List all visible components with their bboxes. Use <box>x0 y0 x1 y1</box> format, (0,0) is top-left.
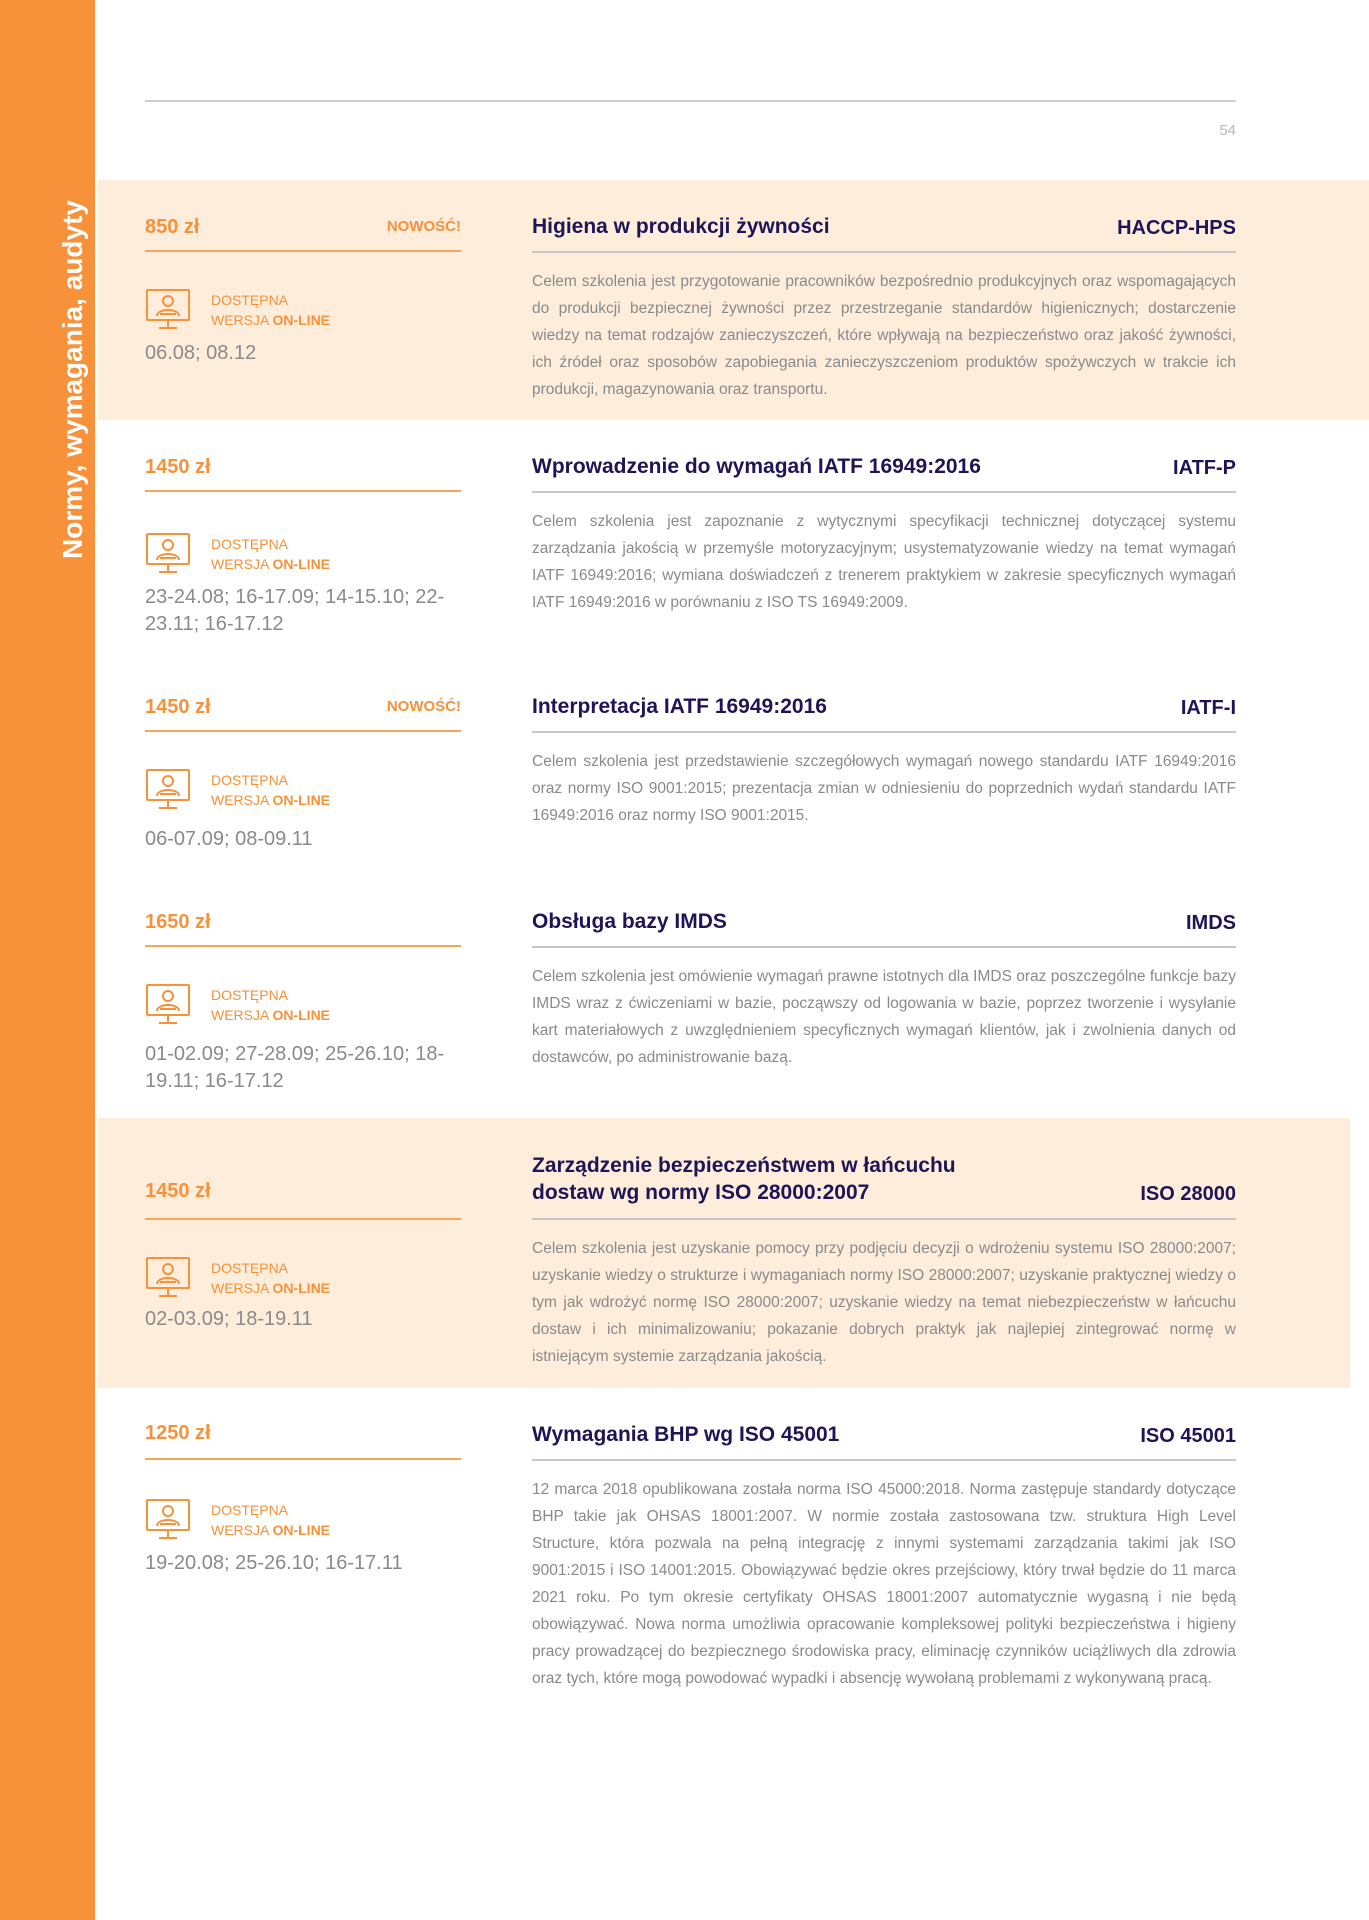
course-price: 1250 zł <box>145 1422 211 1444</box>
online-label-line1: DOSTĘPNA <box>211 1260 289 1276</box>
sidebar-title: Normy, wymagania, audyty <box>57 200 88 559</box>
course-description: 12 marca 2018 opublikowana została norma ISO 45000:2018. Norma zastępuje standardy dotyczące BHP takie jak OHSAS 18001:2007. W normie została zastosowana tzw. struktura High Level Structure, która pozwala na pełną integrację z innymi systemami zarządzania takimi jak ISO 9001:2015 i ISO 14001:2015. Obowiązywać będzie okres przejściowy, który trwał będzie do 11 marca 2021 roku. Po tym okresie certyfikaty OHSAS 18001:2007 automatycznie wygasną i nie będą obowiązywać. Nowa norma umożliwia opracowanie kompleksowej polityki bezpieczeństwa i higieny pracy prowadzącej do bezpiecznego środowiska pracy, eliminację czynników uciążliwych dla zdrowia oraz tych, które mogą powodować wypadki i absencję wywołaną problemami z wykonywaną pracą. <box>532 1481 1236 1687</box>
computer-user-icon <box>145 768 191 810</box>
price-divider <box>145 945 461 947</box>
online-label-line2: WERSJA ON-LINE <box>211 312 331 328</box>
online-label-line1: DOSTĘPNA <box>211 1502 289 1518</box>
course-title: Obsługa bazy IMDS <box>532 910 727 933</box>
online-label-line2: WERSJA ON-LINE <box>211 556 331 572</box>
title-divider <box>532 1218 1236 1220</box>
course-dates: 06-07.09; 08-09.11 <box>145 828 313 850</box>
course-code: ISO 28000 <box>1140 1183 1236 1205</box>
course-dates: 02-03.09; 18-19.11 <box>145 1308 313 1330</box>
course-price: 850 zł <box>145 216 200 238</box>
course-code: IATF-I <box>1180 697 1236 719</box>
online-label-line1: DOSTĘPNA <box>211 536 289 552</box>
new-badge: NOWOŚĆ! <box>386 698 461 715</box>
course-description: Celem szkolenia jest przygotowanie pracowników bezpośrednio produkcyjnych oraz wspomagających do produkcji bezpiecznej żywności przez przestrzeganie standardów higienicznych; dostarczenie wiedzy na temat rodzajów zanieczyszczeń, które wpływają na bezpieczeństwo oraz jakość żywności, ich źródeł oraz sposobów zapobiegania zanieczyszczeniom produktów spożywczych w trakcie ich produkcji, magazynowania oraz transportu. <box>532 273 1236 398</box>
sidebar <box>0 0 95 1920</box>
title-divider <box>532 731 1236 733</box>
computer-user-icon <box>145 532 191 574</box>
online-label-line2: WERSJA ON-LINE <box>211 1007 331 1023</box>
course-description: Celem szkolenia jest uzyskanie pomocy przy podjęciu decyzji o wdrożeniu systemu ISO 28000:2007; uzyskanie wiedzy o strukturze i wymaganiach normy ISO 28000:2007; uzyskanie praktycznej wiedzy o tym jak wdrożyć normę ISO 28000:2007; uzyskanie wiedzy na temat niebezpieczeństw w łańcuchu dostaw i ich minimalizowaniu; pokazanie dobrych praktyk jak najlepiej zintegrować normę w istniejącym systemie zarządzania jakością. <box>532 1240 1236 1365</box>
online-label-line1: DOSTĘPNA <box>211 987 289 1003</box>
course-description: Celem szkolenia jest zapoznanie z wytycznymi specyfikacji technicznej dotyczącej systemu zarządzania jakością w przemyśle motoryzacyjnym; usystematyzowanie wiedzy na temat wymagań IATF 16949:2016; wymiana doświadczeń z trenerem praktykiem w zakresie specyficznych wymagań IATF 16949:2016 w porównaniu z ISO TS 16949:2009. <box>532 513 1236 611</box>
title-divider <box>532 491 1236 493</box>
course-dates: 06.08; 08.12 <box>145 342 257 364</box>
course-dates: 23-24.08; 16-17.09; 14-15.10; 22-23.11; 16-17.12 <box>145 586 445 635</box>
course-code: HACCP-HPS <box>1117 217 1236 239</box>
course-imds <box>98 875 1369 1120</box>
title-divider <box>532 251 1236 253</box>
course-iso-45001 <box>98 1388 1369 1728</box>
course-title: Wprowadzenie do wymagań IATF 16949:2016 <box>532 455 981 478</box>
course-price: 1450 zł <box>145 456 211 478</box>
course-title: Zarządzenie bezpieczeństwem w łańcuchu dostaw wg normy ISO 28000:2007 <box>532 1154 956 1204</box>
page-number: 54 <box>1219 122 1236 139</box>
computer-user-icon <box>145 288 191 330</box>
price-divider <box>145 1458 461 1460</box>
computer-user-icon <box>145 1256 191 1298</box>
online-label-line1: DOSTĘPNA <box>211 772 289 788</box>
course-haccp-hps <box>98 180 1369 420</box>
course-title: Higiena w produkcji żywności <box>532 215 830 238</box>
online-label-line2: WERSJA ON-LINE <box>211 1522 331 1538</box>
title-divider <box>532 946 1236 948</box>
course-title: Interpretacja IATF 16949:2016 <box>532 695 827 718</box>
course-code: ISO 45001 <box>1140 1425 1236 1447</box>
price-divider <box>145 490 461 492</box>
course-iatf-i <box>98 660 1369 875</box>
price-divider <box>145 250 461 252</box>
online-label-line1: DOSTĘPNA <box>211 292 289 308</box>
price-divider <box>145 1218 461 1220</box>
price-divider <box>145 730 461 732</box>
course-code: IATF-P <box>1173 457 1236 479</box>
online-label-line2: WERSJA ON-LINE <box>211 792 331 808</box>
top-divider <box>145 100 1236 102</box>
new-badge: NOWOŚĆ! <box>386 218 461 235</box>
computer-user-icon <box>145 1498 191 1540</box>
course-dates: 01-02.09; 27-28.09; 25-26.10; 18-19.11; 16-17.12 <box>145 1043 445 1092</box>
computer-user-icon <box>145 983 191 1025</box>
course-price: 1650 zł <box>145 911 211 933</box>
course-description: Celem szkolenia jest przedstawienie szczegółowych wymagań nowego standardu IATF 16949:2016 oraz normy ISO 9001:2015; prezentacja zmian w odniesieniu do poprzednich wydań standardu IATF 16949:2016 oraz normy ISO 9001:2015. <box>532 753 1236 824</box>
course-price: 1450 zł <box>145 1180 211 1202</box>
course-iso-28000 <box>98 1118 1350 1388</box>
title-divider <box>532 1459 1236 1461</box>
course-iatf-p <box>98 420 1369 660</box>
course-price: 1450 zł <box>145 696 211 718</box>
course-description: Celem szkolenia jest omówienie wymagań prawne istotnych dla IMDS oraz poszczególne funkcje bazy IMDS wraz z ćwiczeniami w bazie, począwszy od logowania w bazie, poprzez tworzenie i wysyłanie kart materiałowych z uwzględnieniem specyficznych wymagań klientów, jak i zwolnienia danych od dostawców, po administrowanie bazą. <box>532 968 1236 1066</box>
course-dates: 19-20.08; 25-26.10; 16-17.11 <box>145 1552 403 1574</box>
online-label-line2: WERSJA ON-LINE <box>211 1280 331 1296</box>
course-code: IMDS <box>1186 912 1236 934</box>
course-title: Wymagania BHP wg ISO 45001 <box>532 1423 840 1446</box>
